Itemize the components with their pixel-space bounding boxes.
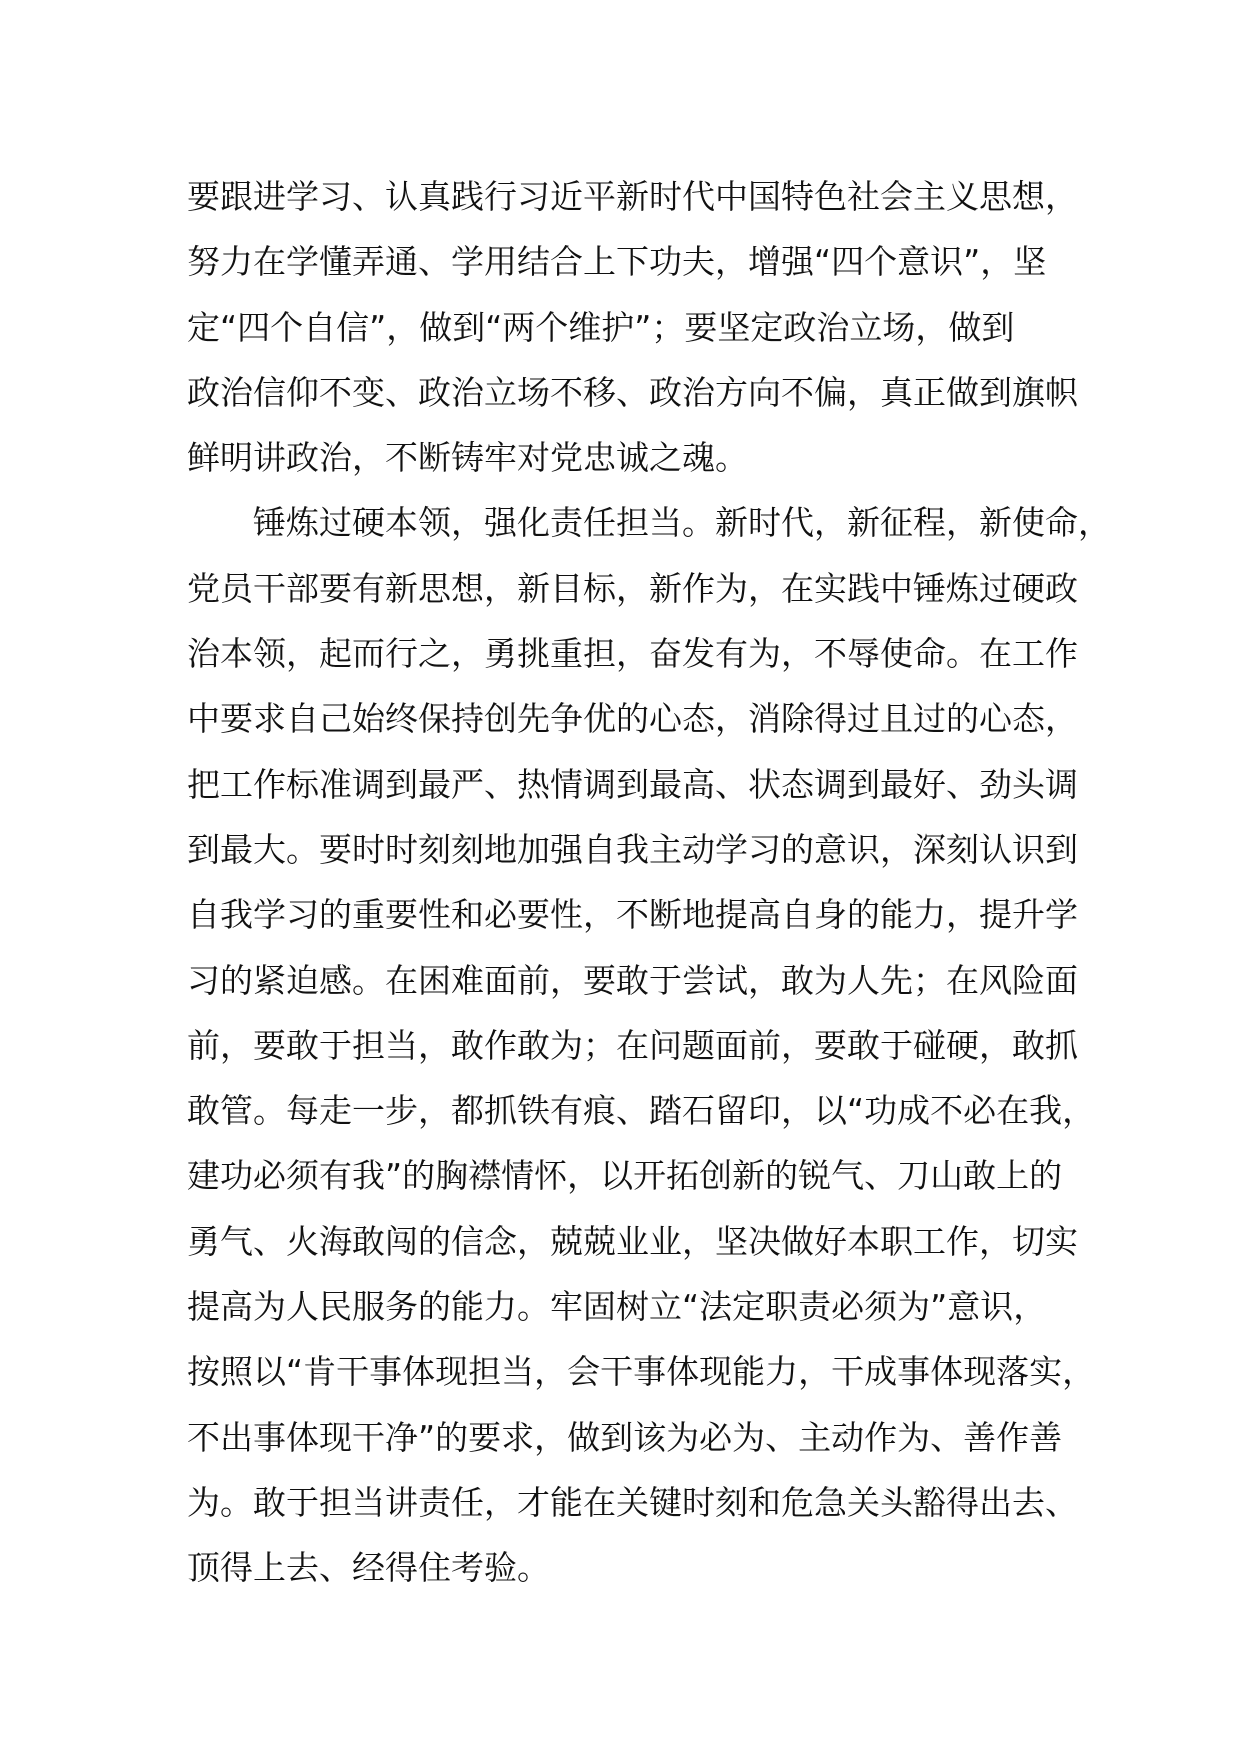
text-line: 党员干部要有新思想，新目标，新作为，在实践中锤炼过硬政 — [187, 568, 1078, 608]
text-line: 锤炼过硬本领，强化责任担当。新时代，新征程，新使命， — [253, 503, 1111, 543]
text-line: 自我学习的重要性和必要性，不断地提高自身的能力，提升学 — [187, 895, 1078, 935]
text-line: 顶得上去、经得住考验。 — [187, 1548, 550, 1588]
text-line: 中要求自己始终保持创先争优的心态，消除得过且过的心态， — [187, 699, 1078, 739]
text-line: 政治信仰不变、政治立场不移、政治方向不偏，真正做到旗帜 — [187, 372, 1078, 412]
text-line: 努力在学懂弄通、学用结合上下功夫，增强“四个意识”，坚 — [187, 242, 1047, 282]
paragraph-2 — [187, 490, 1111, 1600]
text-line: 治本领，起而行之，勇挑重担，奋发有为，不辱使命。在工作 — [187, 634, 1078, 674]
paragraph-1 — [187, 164, 1078, 490]
text-line: 按照以“肯干事体现担当，会干事体现能力，干成事体现落实， — [187, 1352, 1096, 1392]
text-line: 要跟进学习、认真践行习近平新时代中国特色社会主义思想， — [187, 177, 1078, 216]
text-line: 勇气、火海敢闯的信念，兢兢业业，坚决做好本职工作，切实 — [187, 1221, 1078, 1261]
text-line: 为。敢于担当讲责任，才能在关键时刻和危急关头豁得出去、 — [187, 1482, 1078, 1522]
text-line: 到最大。要时时刻刻地加强自我主动学习的意识，深刻认识到 — [187, 829, 1078, 869]
text-line: 把工作标准调到最严、热情调到最高、状态调到最好、劲头调 — [187, 764, 1078, 804]
text-line: 不出事体现干净”的要求，做到该为必为、主动作为、善作善 — [187, 1417, 1063, 1457]
text-line: 前，要敢于担当，敢作敢为；在问题面前，要敢于碰硬，敢抓 — [187, 1025, 1078, 1065]
text-line: 鲜明讲政治，不断铸牢对党忠诚之魂。 — [187, 438, 748, 478]
text-line: 提高为人民服务的能力。牢固树立“法定职责必须为”意识， — [187, 1287, 1047, 1327]
text-line: 敢管。每走一步，都抓铁有痕、踏石留印，以“功成不必在我， — [187, 1091, 1096, 1131]
text-line: 习的紧迫感。在困难面前，要敢于尝试，敢为人先；在风险面 — [187, 960, 1078, 1000]
text-line: 定“四个自信”，做到“两个维护”；要坚定政治立场，做到 — [187, 307, 1015, 347]
text-line: 建功必须有我”的胸襟情怀，以开拓创新的锐气、刀山敢上的 — [187, 1156, 1063, 1196]
document-body — [187, 164, 1111, 1601]
